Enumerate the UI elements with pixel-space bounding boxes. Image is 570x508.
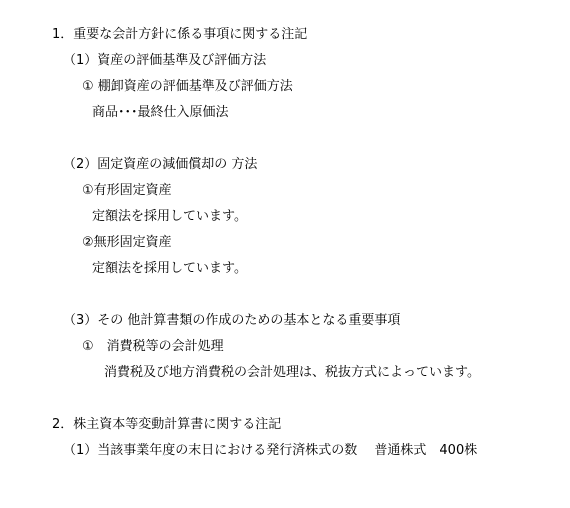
section1-sub2-heading: （2）固定資産の減価償却の 方法 — [63, 157, 258, 172]
inventory-valuation-heading: ① 棚卸資産の評価基準及び評価方法 — [82, 79, 293, 94]
section2-heading: 2．株主資本等変動計算書に関する注記 — [52, 417, 282, 432]
section1-sub1-heading: （1）資産の評価基準及び評価方法 — [63, 53, 267, 68]
intangible-assets-text: 定額法を採用しています。 — [92, 261, 247, 276]
tangible-assets-text: 定額法を採用しています。 — [92, 209, 247, 224]
section1-heading: 1．重要な会計方針に係る事項に関する注記 — [52, 27, 308, 42]
section1-sub3-heading: （3）その 他計算書類の作成のための基本となる重要事項 — [63, 313, 401, 328]
consumption-tax-text: 消費税及び地方消費税の会計処理は、税抜方式によっています。 — [104, 365, 480, 380]
tangible-assets-heading: ①有形固定資産 — [82, 183, 172, 198]
consumption-tax-heading: ① 消費税等の会計処理 — [82, 339, 224, 354]
issued-shares-text: （1）当該事業年度の末日における発行済株式の数 普通株式 400株 — [63, 443, 478, 458]
intangible-assets-heading: ②無形固定資産 — [82, 235, 172, 250]
inventory-valuation-text: 商品･･･最終仕入原価法 — [92, 105, 229, 120]
